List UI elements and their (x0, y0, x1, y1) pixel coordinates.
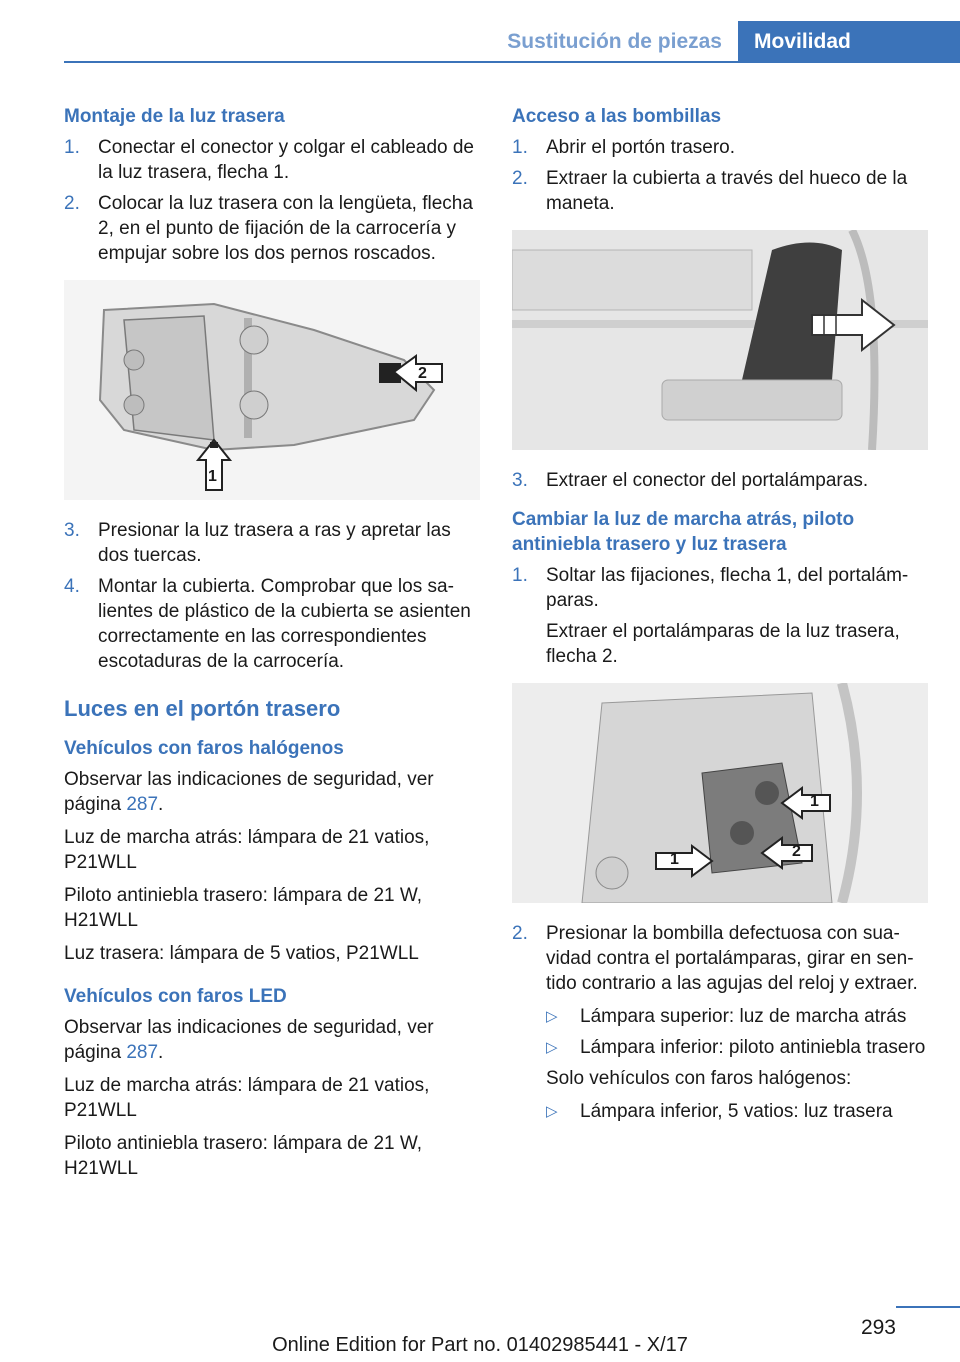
step-number: 3. (64, 520, 80, 541)
steps-acceso (512, 135, 928, 216)
step-note: Solo vehículos con faros halógenos: (546, 1068, 852, 1089)
chapter-tab: Movilidad (738, 21, 960, 63)
step-number: 4. (64, 576, 80, 597)
figure-label-2: 2 (418, 365, 427, 382)
step-text: Colocar la luz trasera con la lengüeta, flecha 2, en el punto de fijación de la carrocería y empujar sobre los dos pernos roscados. (98, 193, 473, 264)
step-text: Montar la cubierta. Comprobar que los salientes de plástico de la cubierta se asienten correctamente en las correspondientes escotaduras de la carrocería. (98, 576, 471, 672)
paragraph-reverse-light-led: Luz de marcha atrás: lámpara de 21 vatios, P21WLL (64, 1075, 430, 1121)
step-number: 2. (64, 193, 80, 214)
tail-light-illustration (64, 280, 480, 500)
step-number: 1. (512, 137, 528, 158)
heading-cambiar: Cambiar la luz de marcha atrás, piloto antiniebla trasero y luz trasera (512, 509, 855, 555)
bullet-item (546, 1004, 928, 1029)
steps-montaje-a (64, 135, 480, 266)
step-item (512, 135, 928, 160)
step-text (546, 563, 928, 669)
step-number: 1. (64, 137, 80, 158)
step-item (64, 135, 480, 185)
figure-label-2: 2 (792, 843, 801, 860)
step-text (546, 921, 928, 1130)
triangle-bullet-icon: ▷ (546, 1103, 558, 1120)
paragraph-tail-light: Luz trasera: lámpara de 5 vatios, P21WLL (64, 943, 419, 964)
step-text: Extraer el conector del portalámparas. (546, 470, 869, 491)
triangle-bullet-icon: ▷ (546, 1008, 558, 1025)
steps-montaje-b (64, 518, 480, 674)
heading-led: Vehículos con faros LED (64, 986, 287, 1007)
step-item (512, 166, 928, 216)
heading-halogenos: Vehículos con faros halógenos (64, 738, 344, 759)
edition-note: Online Edition for Part no. 01402985441 - X/17 (272, 1334, 688, 1356)
bullet-list (546, 1099, 928, 1124)
figure-label-1: 1 (208, 468, 217, 485)
left-column (64, 100, 480, 1189)
step-text: Extraer la cubierta a través del hueco de la maneta. (546, 168, 908, 214)
step-item (512, 563, 928, 669)
right-column (512, 100, 928, 1140)
heading-montaje: Montaje de la luz trasera (64, 106, 285, 127)
section-tab: Sustitución de piezas (507, 30, 722, 53)
header-rule (64, 61, 960, 63)
step-item (512, 468, 928, 493)
triangle-bullet-icon: ▷ (546, 1039, 558, 1056)
step-number: 1. (512, 565, 528, 586)
step-text: Conectar el conector y colgar el cableado de la luz trasera, flecha 1. (98, 137, 475, 183)
tail-light-figure (64, 280, 480, 500)
cover-removal-illustration (512, 230, 928, 450)
step-item (64, 574, 480, 674)
step-text: Presionar la luz trasera a ras y apretar las dos tuercas. (98, 520, 451, 566)
cover-removal-figure (512, 230, 928, 450)
lamp-holder-illustration (512, 683, 928, 903)
bullet-text: Lámpara inferior, 5 vatios: luz trasera (580, 1101, 893, 1122)
bullet-item (546, 1035, 928, 1060)
step-text-main: Soltar las fijaciones, flecha 1, del portalámparas. (546, 565, 909, 611)
figure-label-1-top: 1 (810, 793, 819, 810)
step-number: 2. (512, 168, 528, 189)
page-footer (0, 1302, 960, 1362)
bullet-item (546, 1099, 928, 1124)
step-number: 2. (512, 923, 528, 944)
step-text-extra: Extraer el portalámparas de la luz trasera, flecha 2. (546, 621, 900, 667)
bullet-list (546, 1004, 928, 1060)
bullet-text: Lámpara inferior: piloto antiniebla trasero (580, 1037, 926, 1058)
step-text: Abrir el portón trasero. (546, 137, 736, 158)
figure-label-1-left: 1 (670, 851, 679, 868)
steps-cambiar-b (512, 921, 928, 1130)
heading-acceso: Acceso a las bombillas (512, 106, 722, 127)
bullet-text: Lámpara superior: luz de marcha atrás (580, 1006, 907, 1027)
paragraph-reverse-light: Luz de marcha atrás: lámpara de 21 vatios, P21WLL (64, 827, 430, 873)
step-item (64, 191, 480, 266)
paragraph-text: Observar las indicaciones de seguridad, ver página (64, 769, 434, 815)
page-link-287[interactable]: 287 (126, 794, 159, 815)
paragraph-safety-halogen (64, 767, 480, 817)
step-item (512, 921, 928, 1130)
steps-acceso-b (512, 468, 928, 493)
step-text-main: Presionar la bombilla defectuosa con suavidad contra el portalámparas, girar en sentido contrario a las agujas del reloj y extraer. (546, 923, 918, 994)
section-title-luces: Luces en el portón trasero (64, 696, 341, 721)
paragraph-text: . (158, 1042, 164, 1063)
page-number: 293 (860, 1316, 896, 1339)
paragraph-text: . (158, 794, 164, 815)
step-number: 3. (512, 470, 528, 491)
footer-rule (896, 1306, 960, 1308)
paragraph-fog-light: Piloto antiniebla trasero: lámpara de 21 W, H21WLL (64, 885, 423, 931)
paragraph-safety-led (64, 1015, 480, 1065)
lamp-holder-figure (512, 683, 928, 903)
page-link-287[interactable]: 287 (126, 1042, 159, 1063)
page-header (0, 21, 960, 63)
paragraph-fog-light-led: Piloto antiniebla trasero: lámpara de 21 W, H21WLL (64, 1133, 423, 1179)
steps-cambiar-a (512, 563, 928, 669)
step-item (64, 518, 480, 568)
paragraph-text: Observar las indicaciones de seguridad, ver página (64, 1017, 434, 1063)
